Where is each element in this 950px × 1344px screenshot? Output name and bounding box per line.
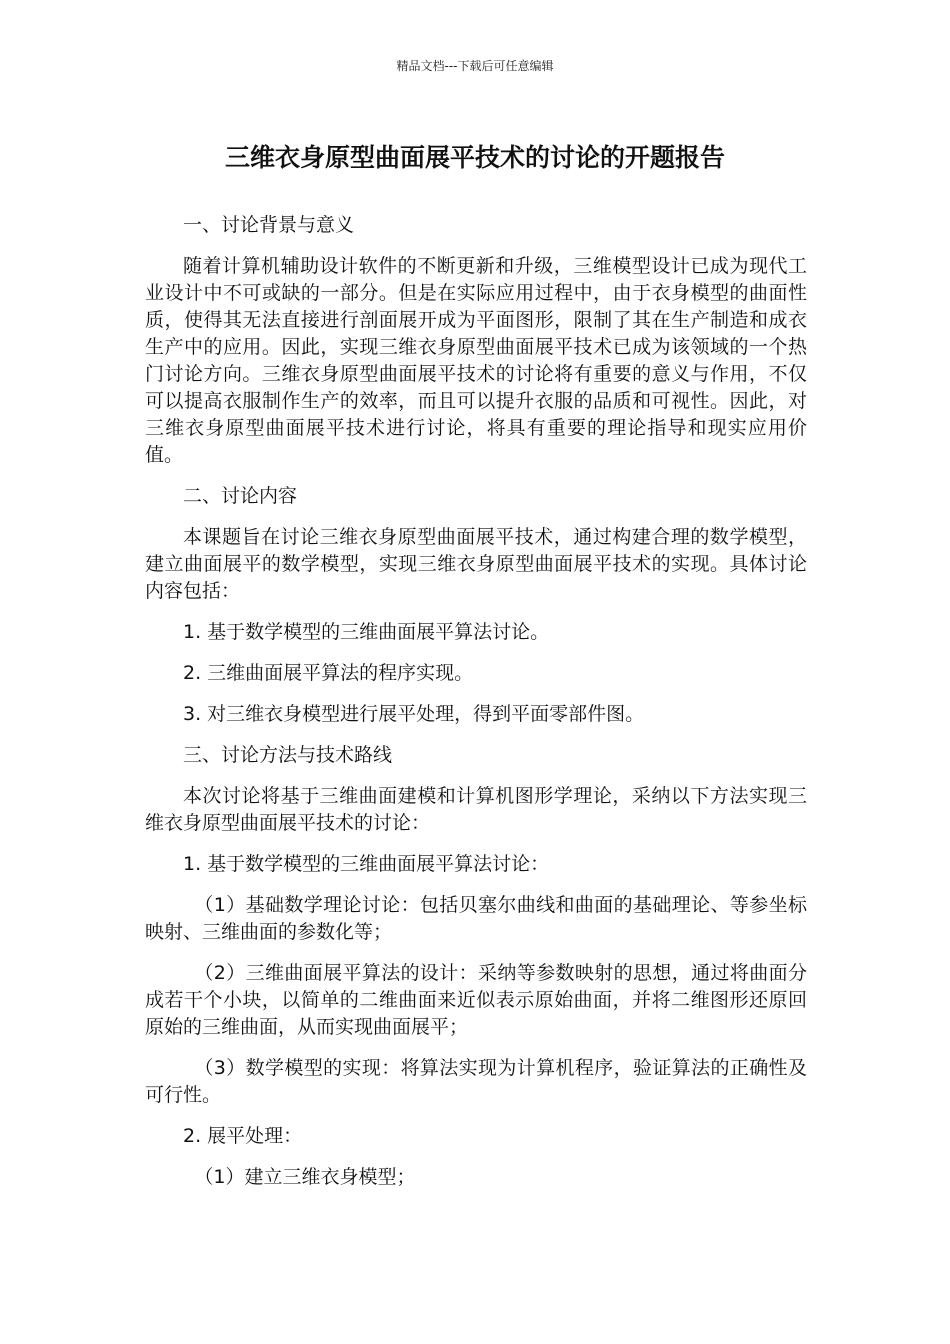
list-item-content-2: 2. 三维曲面展平算法的程序实现。 [183,662,474,684]
section-heading-background: 一、讨论背景与意义 [183,214,355,236]
sub-item-method-1-2: （2）三维曲面展平算法的设计：采纳等参数映射的思想，通过将曲面分成若干个小块，以简单的二维曲面来近似表示原始曲面，并将二维图形还原回原始的三维曲面，从而实现曲面展平； [145,962,807,1038]
sub-item-method-1-3: （3）数学模型的实现：将算法实现为计算机程序，验证算法的正确性及可行性。 [145,1057,807,1106]
paragraph-background: 随着计算机辅助设计软件的不断更新和升级，三维模型设计已成为现代工业设计中不可或缺的一部分。但是在实际应用过程中，由于衣身模型的曲面性质，使得其无法直接进行剖面展开成为平面图形，限制了其在生产制造和成衣生产中的应用。因此，实现三维衣身原型曲面展平技术已成为该领域的一个热门讨论方向。三维衣身原型曲面展平技术的讨论将有重要的意义与作用，不仅可以提高衣服制作生产的效率，而且可以提升衣服的品质和可视性。因此，对三维衣身原型曲面展平技术进行讨论，将具有重要的理论指导和现实应用价值。 [145,255,807,466]
document-title: 三维衣身原型曲面展平技术的讨论的开题报告 [224,143,725,172]
sub-item-method-2-1: （1）建立三维衣身模型； [194,1166,416,1188]
paragraph-methods-intro: 本次讨论将基于三维曲面建模和计算机图形学理论，采纳以下方法实现三维衣身原型曲面展平技术的讨论： [145,785,807,834]
section-heading-methods: 三、讨论方法与技术路线 [183,744,393,766]
document-body [145,212,807,1205]
list-item-content-3: 3. 对三维衣身模型进行展平处理，得到平面零部件图。 [183,703,645,725]
page-header: 精品文档---下载后可任意编辑 [396,59,554,73]
sub-item-method-1-1: （1）基础数学理论讨论：包括贝塞尔曲线和曲面的基础理论、等参坐标映射、三维曲面的参数化等； [145,894,807,943]
list-item-method-2: 2. 展平处理： [183,1125,303,1147]
list-item-method-1: 1. 基于数学模型的三维曲面展平算法讨论： [183,853,550,875]
section-heading-content: 二、讨论内容 [183,485,298,507]
list-item-content-1: 1. 基于数学模型的三维曲面展平算法讨论。 [183,621,550,643]
paragraph-content-intro: 本课题旨在讨论三维衣身原型曲面展平技术，通过构建合理的数学模型，建立曲面展平的数学模型，实现三维衣身原型曲面展平技术的实现。具体讨论内容包括： [145,526,807,602]
